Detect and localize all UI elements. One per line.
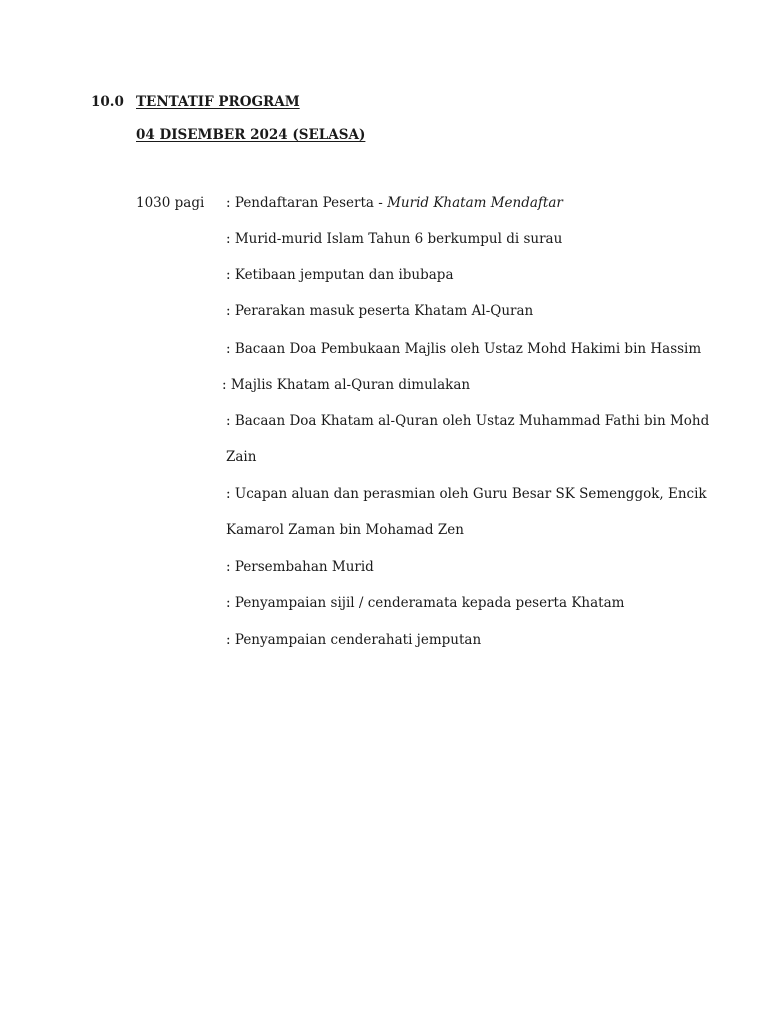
section-number: 10.0 xyxy=(91,94,124,110)
schedule-item: : Penyampaian cenderahati jemputan xyxy=(226,632,482,648)
schedule-item: : Persembahan Murid xyxy=(226,559,374,575)
schedule-item-italic: Murid Khatam Mendaftar xyxy=(387,195,563,211)
schedule-item: : Ucapan aluan dan perasmian oleh Guru Besar SK Semenggok, Encik xyxy=(226,486,707,502)
schedule-item: : Penyampaian sijil / cenderamata kepada peserta Khatam xyxy=(226,595,625,611)
schedule-time: 1030 pagi xyxy=(136,195,205,211)
program-date: 04 DISEMBER 2024 (SELASA) xyxy=(136,127,366,143)
schedule-item xyxy=(226,197,563,211)
schedule-item: : Majlis Khatam al-Quran dimulakan xyxy=(222,377,471,393)
schedule-item: : Ketibaan jemputan dan ibubapa xyxy=(226,267,454,283)
schedule-item: : Bacaan Doa Pembukaan Majlis oleh Ustaz Mohd Hakimi bin Hassim xyxy=(226,341,702,357)
schedule-item: : Bacaan Doa Khatam al-Quran oleh Ustaz Muhammad Fathi bin Mohd xyxy=(226,413,710,429)
schedule-item: : Murid-murid Islam Tahun 6 berkumpul di surau xyxy=(226,231,563,247)
schedule-item-continuation: Zain xyxy=(226,449,257,465)
schedule-item-continuation: Kamarol Zaman bin Mohamad Zen xyxy=(226,522,464,538)
schedule-item: : Perarakan masuk peserta Khatam Al-Quran xyxy=(226,303,534,319)
section-title: TENTATIF PROGRAM xyxy=(136,94,300,110)
schedule-item-text: : Pendaftaran Peserta - xyxy=(226,195,388,211)
